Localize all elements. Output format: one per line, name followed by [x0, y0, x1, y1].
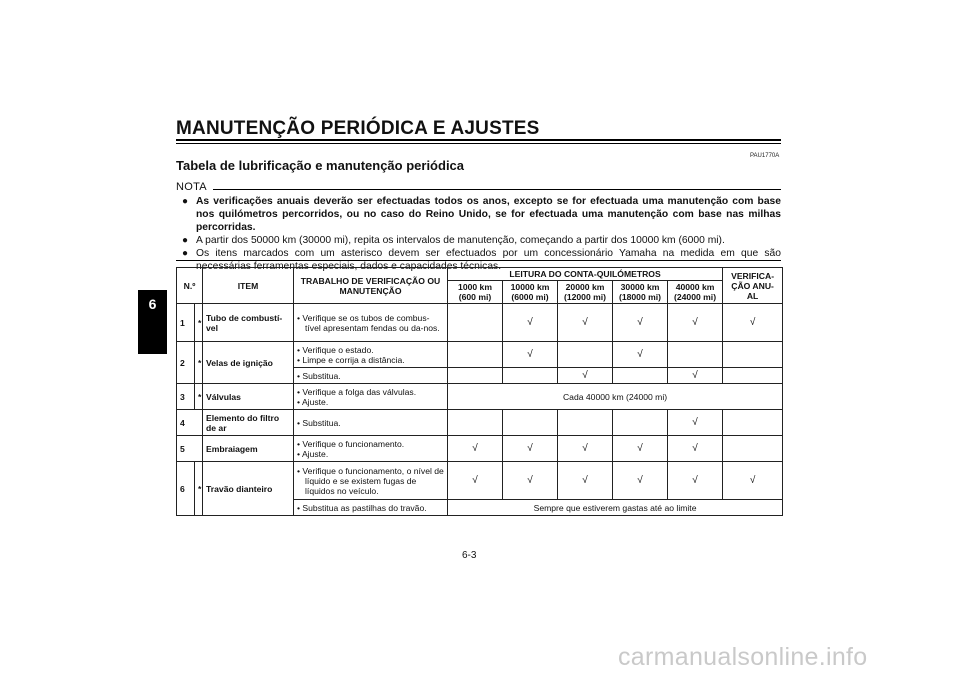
mi-label: (18000 mi): [618, 292, 662, 302]
row-work: [294, 342, 448, 368]
header-km: [503, 281, 558, 304]
check-cell: [448, 410, 503, 436]
check-cell: [448, 342, 503, 368]
page-number: 6-3: [462, 550, 477, 561]
header-km: [613, 281, 668, 304]
work-line: • Substitua as pastilhas do travão.: [297, 502, 427, 513]
work-text: Substitua.: [302, 417, 341, 428]
nota-bullet: [176, 195, 781, 234]
km-label: 30000 km: [620, 282, 660, 292]
work-text: Substitua.: [302, 370, 341, 381]
section-title: Tabela de lubrificação e manutenção periódica: [176, 158, 465, 173]
check-cell: [448, 304, 503, 342]
check-mark: √: [448, 462, 503, 500]
header-no: N.º: [177, 268, 203, 304]
table-row: [177, 384, 783, 410]
check-mark: √: [503, 436, 558, 462]
check-cell: [613, 368, 668, 384]
check-mark: √: [503, 304, 558, 342]
row-work: [294, 368, 448, 384]
header-km: [558, 281, 613, 304]
row-work: [294, 304, 448, 342]
check-mark: √: [668, 436, 723, 462]
check-mark: √: [503, 342, 558, 368]
check-cell: [723, 342, 783, 368]
km-label: 1000 km: [458, 282, 492, 292]
check-mark: √: [668, 462, 723, 500]
nota-bullet: [176, 234, 781, 247]
header-annual: VERIFICA-ÇÃO ANU-AL: [723, 268, 783, 304]
work-line: • Ajuste.: [297, 396, 329, 407]
bullet-text: A partir dos 50000 km (30000 mi), repita os intervalos de manutenção, começando a partir dos 10000 km (6000 mi).: [196, 235, 725, 246]
check-mark: √: [558, 304, 613, 342]
check-cell: [723, 436, 783, 462]
table-row: [177, 342, 783, 368]
check-mark: √: [613, 436, 668, 462]
row-work: [294, 500, 448, 516]
check-cell: [613, 410, 668, 436]
work-text: Substitua as pastilhas do travão.: [302, 502, 427, 513]
work-text: Verifique o estado.: [302, 344, 374, 355]
bullet-text: Os itens marcados com um asterisco devem ser efectuados por um concessionário Yamaha na medida em que são necessárias ferramentas especiais, dados e capacidades técnicas.: [196, 248, 781, 272]
row-star: *: [195, 462, 203, 516]
row-star: *: [195, 342, 203, 384]
work-text: Limpe e corrija a distância.: [302, 354, 405, 365]
interval-span: Sempre que estiverem gastas até ao limite: [448, 500, 783, 516]
reference-code: PAU1770A: [750, 153, 780, 159]
check-mark: √: [668, 368, 723, 384]
header-odometer: LEITURA DO CONTA-QUILÓMETROS: [448, 268, 723, 281]
work-text: Verifique a folga das válvulas.: [302, 386, 417, 397]
check-mark: √: [448, 436, 503, 462]
table-row: [177, 304, 783, 342]
check-mark: √: [613, 304, 668, 342]
nota-label: NOTA: [176, 181, 207, 193]
row-number: 1: [177, 304, 195, 342]
header-km: [448, 281, 503, 304]
check-mark: √: [723, 304, 783, 342]
row-star: *: [195, 304, 203, 342]
km-label: 40000 km: [675, 282, 715, 292]
check-mark: √: [503, 462, 558, 500]
check-cell: [558, 410, 613, 436]
work-line: • Verifique o funcionamento.: [297, 438, 405, 449]
bullet-text: As verificações anuais deverão ser efectuadas todos os anos, excepto se for efectuada uma manutenção com base nos quilómetros percorridos, ou no caso do Reino Unido, se for efectuada uma manutenção com base nas milhas percorridas.: [196, 196, 781, 233]
interval-span: Cada 40000 km (24000 mi): [448, 384, 783, 410]
work-text: Verifique se os tubos de combus-tível apresentam fendas ou da-nos.: [302, 312, 440, 333]
check-cell: [723, 368, 783, 384]
title-rule: [176, 139, 781, 141]
header-km: [668, 281, 723, 304]
check-mark: √: [613, 462, 668, 500]
header-work: TRABALHO DE VERIFICAÇÃO OU MANUTENÇÃO: [294, 268, 448, 304]
row-number: 5: [177, 436, 203, 462]
row-item: Elemento do filtro de ar: [203, 410, 294, 436]
check-cell: [723, 410, 783, 436]
bullet-icon: ●: [182, 235, 189, 246]
header-row: [177, 268, 783, 281]
maintenance-table: [176, 267, 783, 516]
row-work: [294, 462, 448, 500]
work-text: Ajuste.: [301, 448, 329, 459]
work-text: Ajuste.: [301, 396, 329, 407]
title-rule-thin: [176, 143, 781, 144]
mi-label: (6000 mi): [511, 292, 549, 302]
check-mark: √: [558, 436, 613, 462]
work-line: • Verifique o estado.: [297, 344, 374, 355]
table-row: [177, 462, 783, 500]
work-line: • Substitua.: [297, 370, 341, 381]
row-star: *: [195, 384, 203, 410]
check-mark: √: [723, 462, 783, 500]
mi-label: (12000 mi): [563, 292, 607, 302]
header-item: ITEM: [203, 268, 294, 304]
row-work: [294, 384, 448, 410]
nota-bullets: [176, 195, 781, 273]
work-line: • Substitua.: [297, 417, 341, 428]
check-mark: √: [558, 462, 613, 500]
row-number: 2: [177, 342, 195, 384]
check-cell: [448, 368, 503, 384]
work-text: Verifique o funcionamento, o nível de líquido e se existem fugas de líquidos no veículo.: [302, 465, 444, 496]
work-text: Verifique o funcionamento.: [302, 438, 405, 449]
watermark: carmanualsonline.info: [618, 643, 868, 671]
row-item: Embraiagem: [203, 436, 294, 462]
nota-header: [176, 181, 781, 193]
row-item: Travão dianteiro: [203, 462, 294, 516]
check-mark: √: [558, 368, 613, 384]
km-label: 20000 km: [565, 282, 605, 292]
nota-end-rule: [176, 260, 781, 261]
chapter-tab: 6: [138, 290, 167, 354]
check-mark: √: [613, 342, 668, 368]
row-work: [294, 410, 448, 436]
work-line: • Verifique o funcionamento, o nível de líquido e se existem fugas de líquidos no veículo.: [297, 465, 444, 496]
table-row: [177, 436, 783, 462]
check-cell: [503, 368, 558, 384]
check-cell: [503, 410, 558, 436]
bullet-icon: ●: [182, 196, 189, 207]
row-item: Tubo de combustí-vel: [203, 304, 294, 342]
check-cell: [668, 342, 723, 368]
row-work: [294, 436, 448, 462]
table-row: [177, 410, 783, 436]
row-item: Válvulas: [203, 384, 294, 410]
work-line: • Verifique a folga das válvulas.: [297, 386, 417, 397]
nota-rule: [213, 189, 781, 190]
check-cell: [558, 342, 613, 368]
check-mark: √: [668, 304, 723, 342]
row-item: Velas de ignição: [203, 342, 294, 384]
work-line: • Verifique se os tubos de combus-tível apresentam fendas ou da-nos.: [297, 312, 440, 333]
page-title: MANUTENÇÃO PERIÓDICA E AJUSTES: [176, 118, 540, 139]
row-number: 6: [177, 462, 195, 516]
mi-label: (600 mi): [458, 292, 492, 302]
km-label: 10000 km: [510, 282, 550, 292]
bullet-icon: ●: [182, 248, 189, 259]
work-line: • Ajuste.: [297, 448, 329, 459]
row-number: 4: [177, 410, 203, 436]
check-mark: √: [668, 410, 723, 436]
work-line: • Limpe e corrija a distância.: [297, 354, 405, 365]
row-number: 3: [177, 384, 195, 410]
mi-label: (24000 mi): [674, 292, 717, 302]
